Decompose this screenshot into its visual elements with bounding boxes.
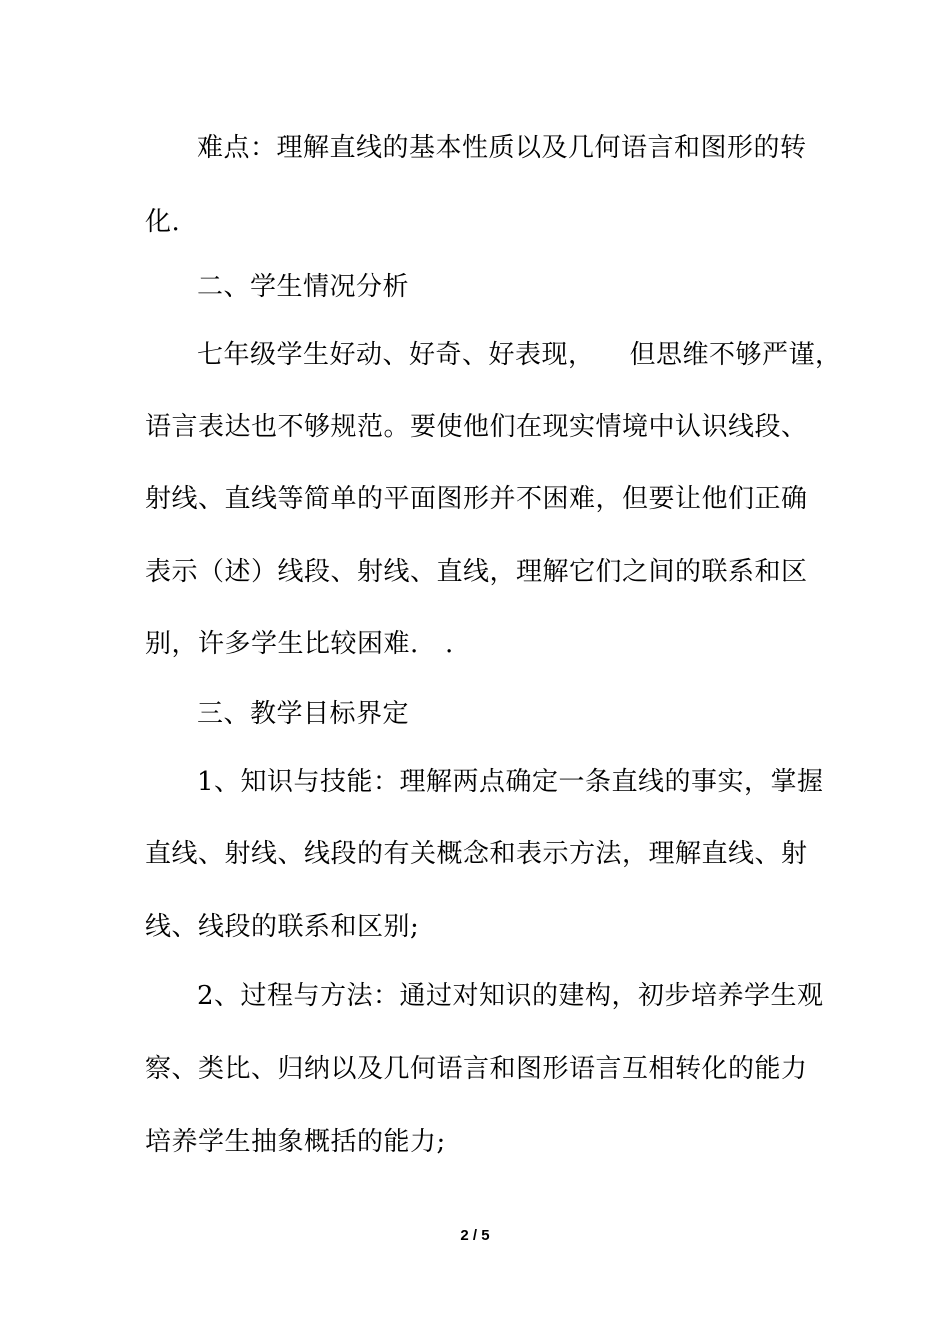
paragraph-line: 表示（述）线段、射线、直线，理解它们之间的联系和区 bbox=[145, 557, 808, 587]
paragraph-line: 1、知识与技能：理解两点确定一条直线的事实，掌握 bbox=[197, 767, 824, 797]
paragraph-line: 化. bbox=[145, 207, 181, 237]
paragraph-line: 察、类比、归纳以及几何语言和图形语言互相转化的能力 bbox=[145, 1054, 808, 1084]
paragraph-line: 射线、直线等简单的平面图形并不困难，但要让他们正确 bbox=[145, 484, 808, 514]
paragraph-line: 2、过程与方法：通过对知识的建构，初步培养学生观 bbox=[197, 981, 824, 1011]
page-number: 2 / 5 bbox=[460, 1227, 490, 1244]
paragraph-line: 语言表达也不够规范。要使他们在现实情境中认识线段、 bbox=[145, 412, 808, 442]
paragraph-line: 线、线段的联系和区别; bbox=[145, 912, 420, 942]
paragraph-line: 难点：理解直线的基本性质以及几何语言和图形的转 bbox=[197, 133, 807, 163]
section-heading: 三、教学目标界定 bbox=[197, 699, 410, 729]
paragraph-line: 培养学生抽象概括的能力; bbox=[145, 1127, 446, 1157]
paragraph-line: 七年级学生好动、好奇、好表现， 但思维不够严谨， bbox=[197, 340, 842, 370]
paragraph-line: 别，许多学生比较困难. . bbox=[145, 629, 454, 659]
section-heading: 二、学生情况分析 bbox=[197, 272, 410, 302]
paragraph-line: 直线、射线、线段的有关概念和表示方法，理解直线、射 bbox=[145, 839, 808, 869]
